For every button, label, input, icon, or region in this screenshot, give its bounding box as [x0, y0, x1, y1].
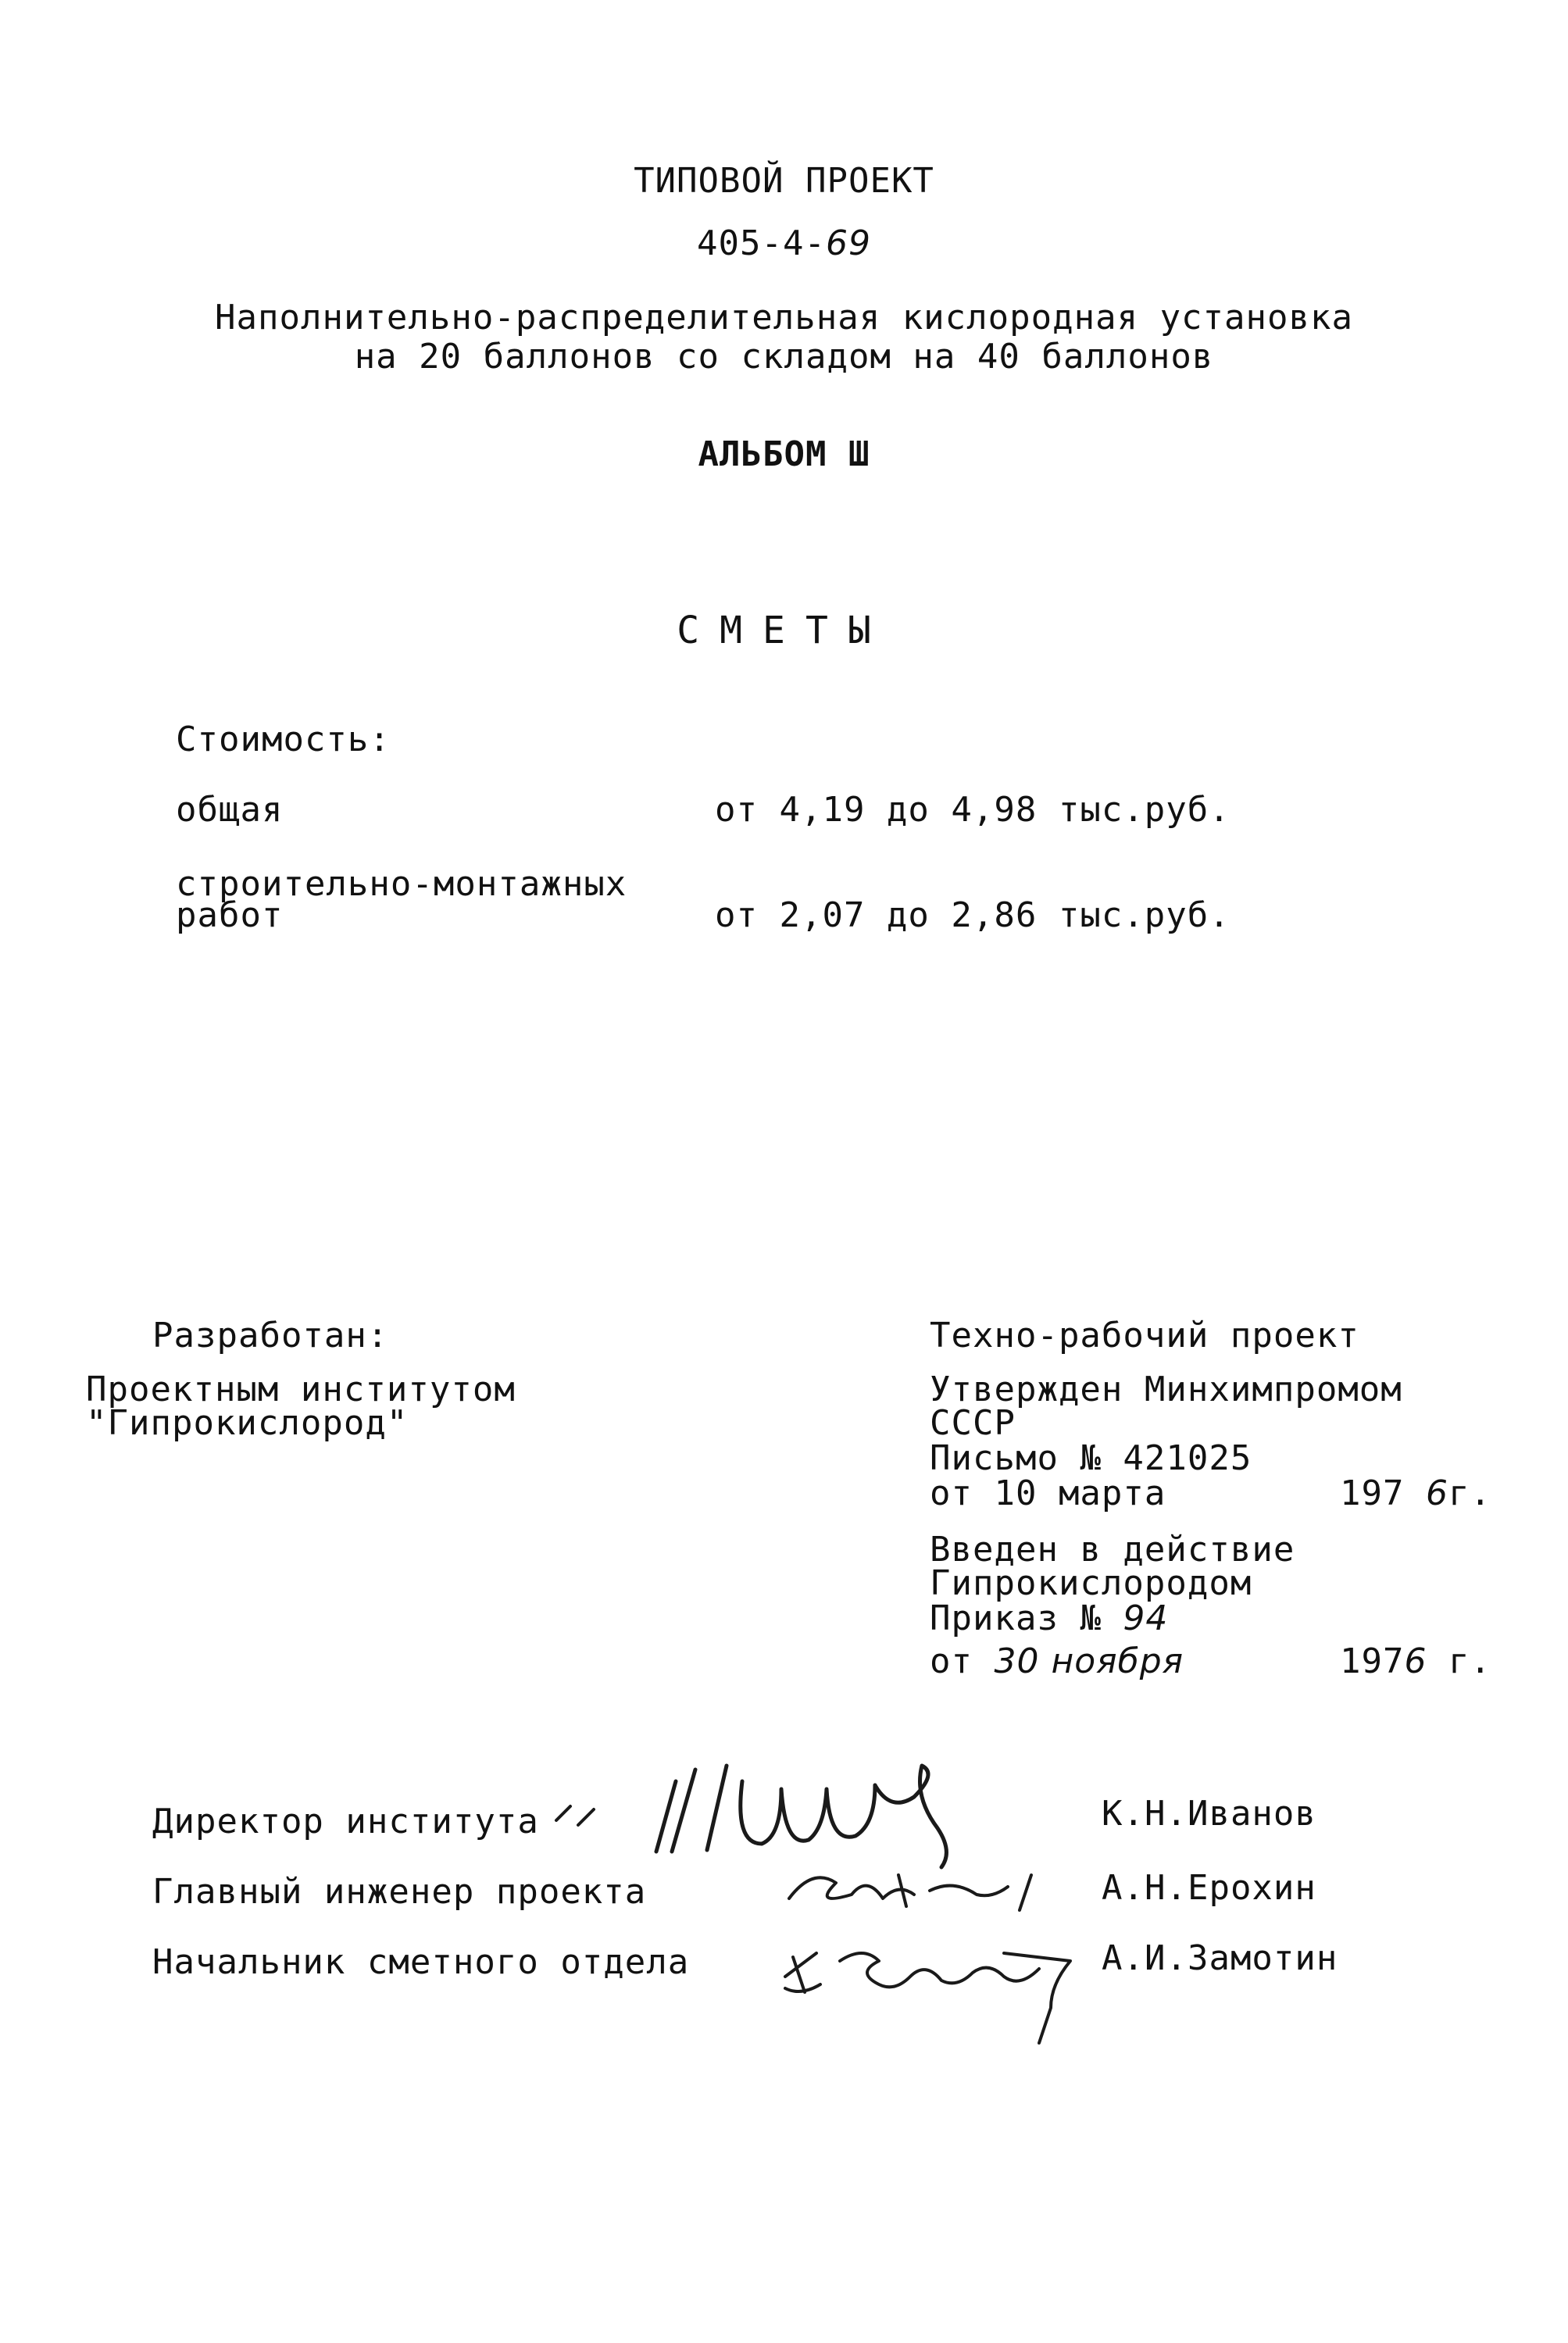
cost-heading: Стоимость:	[176, 720, 391, 759]
project-type-label: ТИПОВОЙ ПРОЕКТ	[634, 161, 934, 201]
order-date	[930, 1641, 1184, 1681]
approval-date-1-year-prefix: 197	[1340, 1473, 1405, 1513]
enacted-line-1: Введен в действие	[930, 1530, 1295, 1570]
approval-date-1-year	[1340, 1473, 1491, 1513]
approval-date-1-year-handwritten: 6	[1425, 1473, 1448, 1513]
signature-name-chief-engineer: А.Н.Ерохин	[1102, 1868, 1316, 1908]
developer-line-2: "Гипрокислород"	[86, 1403, 409, 1443]
project-title-line-2: на 20 баллонов со складом на 40 баллонов	[354, 337, 1214, 377]
order-date-year	[1340, 1641, 1491, 1681]
order-date-year-suffix: г.	[1448, 1641, 1491, 1681]
order-number-handwritten: 94	[1123, 1598, 1169, 1638]
signature-name-estimate-head: А.И.Замотин	[1102, 1938, 1338, 1978]
order-date-handwritten: 30 ноября	[994, 1641, 1184, 1681]
developer-line-1: Проектным институтом	[86, 1370, 516, 1409]
section-title: СМЕТЫ	[677, 609, 891, 652]
order-date-prefix: от	[930, 1641, 973, 1681]
cost-total-value: от 4,19 до 4,98 тыс.руб.	[715, 790, 1230, 830]
order-date-year-prefix: 197	[1340, 1641, 1405, 1681]
approval-approved-line-2: СССР	[930, 1403, 1016, 1443]
order-date-year-handwritten: 6	[1404, 1641, 1427, 1681]
cost-construction-label-line-1: строительно-монтажных	[176, 864, 627, 904]
approval-letter	[930, 1438, 1252, 1478]
approval-letter-number: 421025	[1123, 1438, 1252, 1478]
approval-heading: Техно-рабочий проект	[930, 1316, 1359, 1355]
enacted-line-2: Гипрокислородом	[930, 1563, 1252, 1603]
signature-role-estimate-head: Начальник сметного отдела	[152, 1942, 690, 1982]
order	[930, 1598, 1169, 1638]
album-label: АЛЬБОМ Ш	[698, 434, 870, 474]
chief-engineer-signature	[781, 1852, 1078, 1922]
approval-date-1-year-suffix: г.	[1448, 1473, 1491, 1513]
order-label: Приказ №	[930, 1598, 1102, 1638]
developer-heading: Разработан:	[152, 1316, 389, 1355]
director-signature	[547, 1750, 1047, 1867]
approval-date-1: от 10 марта	[930, 1473, 1166, 1513]
project-title-line-1: Наполнительно-распределительная кислородная установка	[215, 298, 1353, 338]
project-number	[0, 223, 1568, 263]
signature-role-chief-engineer: Главный инженер проекта	[152, 1872, 647, 1912]
project-number-handwritten: 69	[825, 223, 871, 263]
signature-name-director: К.Н.Иванов	[1102, 1794, 1316, 1834]
signature-role-director: Директор института	[152, 1802, 539, 1841]
approval-letter-label: Письмо №	[930, 1438, 1102, 1478]
project-number-prefix: 405-4-	[697, 223, 826, 263]
cost-construction-label-line-2: работ	[176, 895, 284, 935]
cost-construction-value: от 2,07 до 2,86 тыс.руб.	[715, 895, 1230, 935]
approval-approved-line-1: Утвержден Минхимпромом	[930, 1370, 1402, 1409]
cost-total-label: общая	[176, 790, 284, 830]
estimate-head-signature	[770, 1914, 1098, 2047]
